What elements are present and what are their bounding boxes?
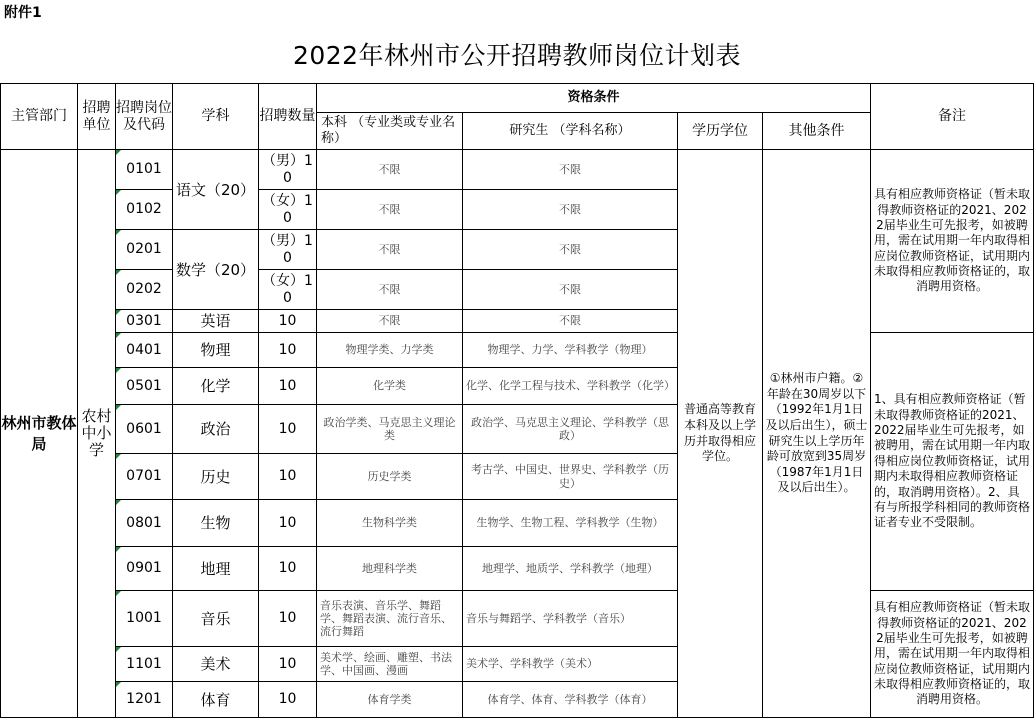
graduate-cell: 生物学、生物工程、学科教学（生物） — [463, 500, 678, 547]
undergrad-cell: 不限 — [317, 230, 463, 270]
undergrad-cell: 不限 — [317, 190, 463, 230]
header-quantity: 招聘数量 — [259, 84, 317, 150]
header-position: 招聘岗位及代码 — [116, 84, 173, 150]
quantity-cell: 10 — [259, 454, 317, 500]
position-code: 0201 — [116, 230, 173, 270]
header-unit: 招聘单位 — [78, 84, 116, 150]
subject-cell: 物理 — [173, 333, 259, 368]
quantity-cell: 10 — [259, 405, 317, 454]
subject-cell: 音乐 — [173, 591, 259, 647]
position-code: 0301 — [116, 310, 173, 333]
graduate-cell: 体育学、体育、学科教学（体育） — [463, 682, 678, 718]
position-code: 0701 — [116, 454, 173, 500]
subject-cell: 体育 — [173, 682, 259, 718]
remark-cell: 具有相应教师资格证（暂未取得教师资格证的2021、2022届毕业生可先报考，如被聘用，需在试用期一年内取得相应岗位教师资格证，试用期内未取得相应教师资格证的，取消聘用资格。 — [871, 150, 1034, 333]
degree-cell: 普通高等教育本科及以上学历并取得相应学位。 — [678, 150, 763, 718]
graduate-cell: 政治学、马克思主义理论、学科教学（思政） — [463, 405, 678, 454]
quantity-cell: （女）10 — [259, 270, 317, 310]
undergrad-cell: 美术学、绘画、雕塑、书法学、中国画、漫画 — [317, 647, 463, 682]
graduate-cell: 不限 — [463, 150, 678, 190]
graduate-cell: 不限 — [463, 270, 678, 310]
remark-cell: 1、具有相应教师资格证（暂未取得教师资格证的2021、2022届毕业生可先报考，如被聘用，需在试用期一年内取得相应岗位教师资格证，试用期内未取得相应教师资格证的，取消聘用资格）。2、具有与所报学科相同的教师资格证者专业不受限制。 — [871, 333, 1034, 591]
header-other: 其他条件 — [763, 113, 871, 150]
quantity-cell: 10 — [259, 647, 317, 682]
position-code: 0202 — [116, 270, 173, 310]
page-title: 2022年林州市公开招聘教师岗位计划表 — [292, 41, 742, 70]
position-code: 0501 — [116, 368, 173, 405]
graduate-cell: 不限 — [463, 230, 678, 270]
quantity-cell: 10 — [259, 368, 317, 405]
attachment-label: 附件1 — [4, 5, 42, 21]
subject-cell: 英语 — [173, 310, 259, 333]
quantity-cell: 10 — [259, 333, 317, 368]
quantity-cell: （女）10 — [259, 190, 317, 230]
subject-cell: 数学（20） — [173, 230, 259, 310]
header-qualification: 资格条件 — [317, 84, 871, 113]
subject-cell: 地理 — [173, 547, 259, 591]
header-dept: 主管部门 — [1, 84, 78, 150]
graduate-cell: 化学、化学工程与技术、学科教学（化学） — [463, 368, 678, 405]
quantity-cell: 10 — [259, 591, 317, 647]
quantity-cell: （男）10 — [259, 230, 317, 270]
remark-cell: 具有相应教师资格证（暂未取得教师资格证的2021、2022届毕业生可先报考，如被聘用，需在试用期一年内取得相应岗位教师资格证，试用期内未取得相应教师资格证的，取消聘用资格。 — [871, 591, 1034, 718]
quantity-cell: 10 — [259, 682, 317, 718]
position-code: 1101 — [116, 647, 173, 682]
subject-cell: 美术 — [173, 647, 259, 682]
graduate-cell: 考古学、中国史、世界史、学科教学（历史） — [463, 454, 678, 500]
position-code: 0601 — [116, 405, 173, 454]
position-code: 0801 — [116, 500, 173, 547]
dept-cell: 林州市教体局 — [1, 150, 78, 718]
undergrad-cell: 生物科学类 — [317, 500, 463, 547]
other-conditions-cell: ①林州市户籍。②年龄在30周岁以下（1992年1月1日及以后出生），硕士研究生以上学历年龄可放宽到35周岁（1987年1月1日及以后出生）。 — [763, 150, 871, 718]
undergrad-cell: 地理科学类 — [317, 547, 463, 591]
undergrad-cell: 体育学类 — [317, 682, 463, 718]
graduate-cell: 音乐与舞蹈学、学科教学（音乐） — [463, 591, 678, 647]
undergrad-cell: 不限 — [317, 310, 463, 333]
recruitment-table — [0, 83, 1034, 718]
undergrad-cell: 化学类 — [317, 368, 463, 405]
header-undergrad: 本科 （专业类或专业名称） — [317, 113, 463, 150]
subject-cell: 政治 — [173, 405, 259, 454]
subject-cell: 历史 — [173, 454, 259, 500]
header-remark: 备注 — [871, 84, 1034, 150]
graduate-cell: 物理学、力学、学科教学（物理） — [463, 333, 678, 368]
graduate-cell: 美术学、学科教学（美术） — [463, 647, 678, 682]
subject-cell: 化学 — [173, 368, 259, 405]
header-graduate: 研究生 （学科名称） — [463, 113, 678, 150]
unit-cell: 农村中小学 — [78, 150, 116, 718]
header-degree: 学历学位 — [678, 113, 763, 150]
undergrad-cell: 不限 — [317, 270, 463, 310]
undergrad-cell: 政治学类、马克思主义理论类 — [317, 405, 463, 454]
graduate-cell: 不限 — [463, 190, 678, 230]
subject-cell: 语文（20） — [173, 150, 259, 230]
graduate-cell: 不限 — [463, 310, 678, 333]
quantity-cell: （男）10 — [259, 150, 317, 190]
header-subject: 学科 — [173, 84, 259, 150]
position-code: 0901 — [116, 547, 173, 591]
graduate-cell: 地理学、地质学、学科教学（地理） — [463, 547, 678, 591]
undergrad-cell: 不限 — [317, 150, 463, 190]
position-code: 1001 — [116, 591, 173, 647]
undergrad-cell: 历史学类 — [317, 454, 463, 500]
quantity-cell: 10 — [259, 500, 317, 547]
quantity-cell: 10 — [259, 310, 317, 333]
position-code: 0102 — [116, 190, 173, 230]
subject-cell: 生物 — [173, 500, 259, 547]
undergrad-cell: 物理学类、力学类 — [317, 333, 463, 368]
quantity-cell: 10 — [259, 547, 317, 591]
position-code: 0401 — [116, 333, 173, 368]
undergrad-cell: 音乐表演、音乐学、舞蹈学、舞蹈表演、流行音乐、流行舞蹈 — [317, 591, 463, 647]
position-code: 0101 — [116, 150, 173, 190]
position-code: 1201 — [116, 682, 173, 718]
